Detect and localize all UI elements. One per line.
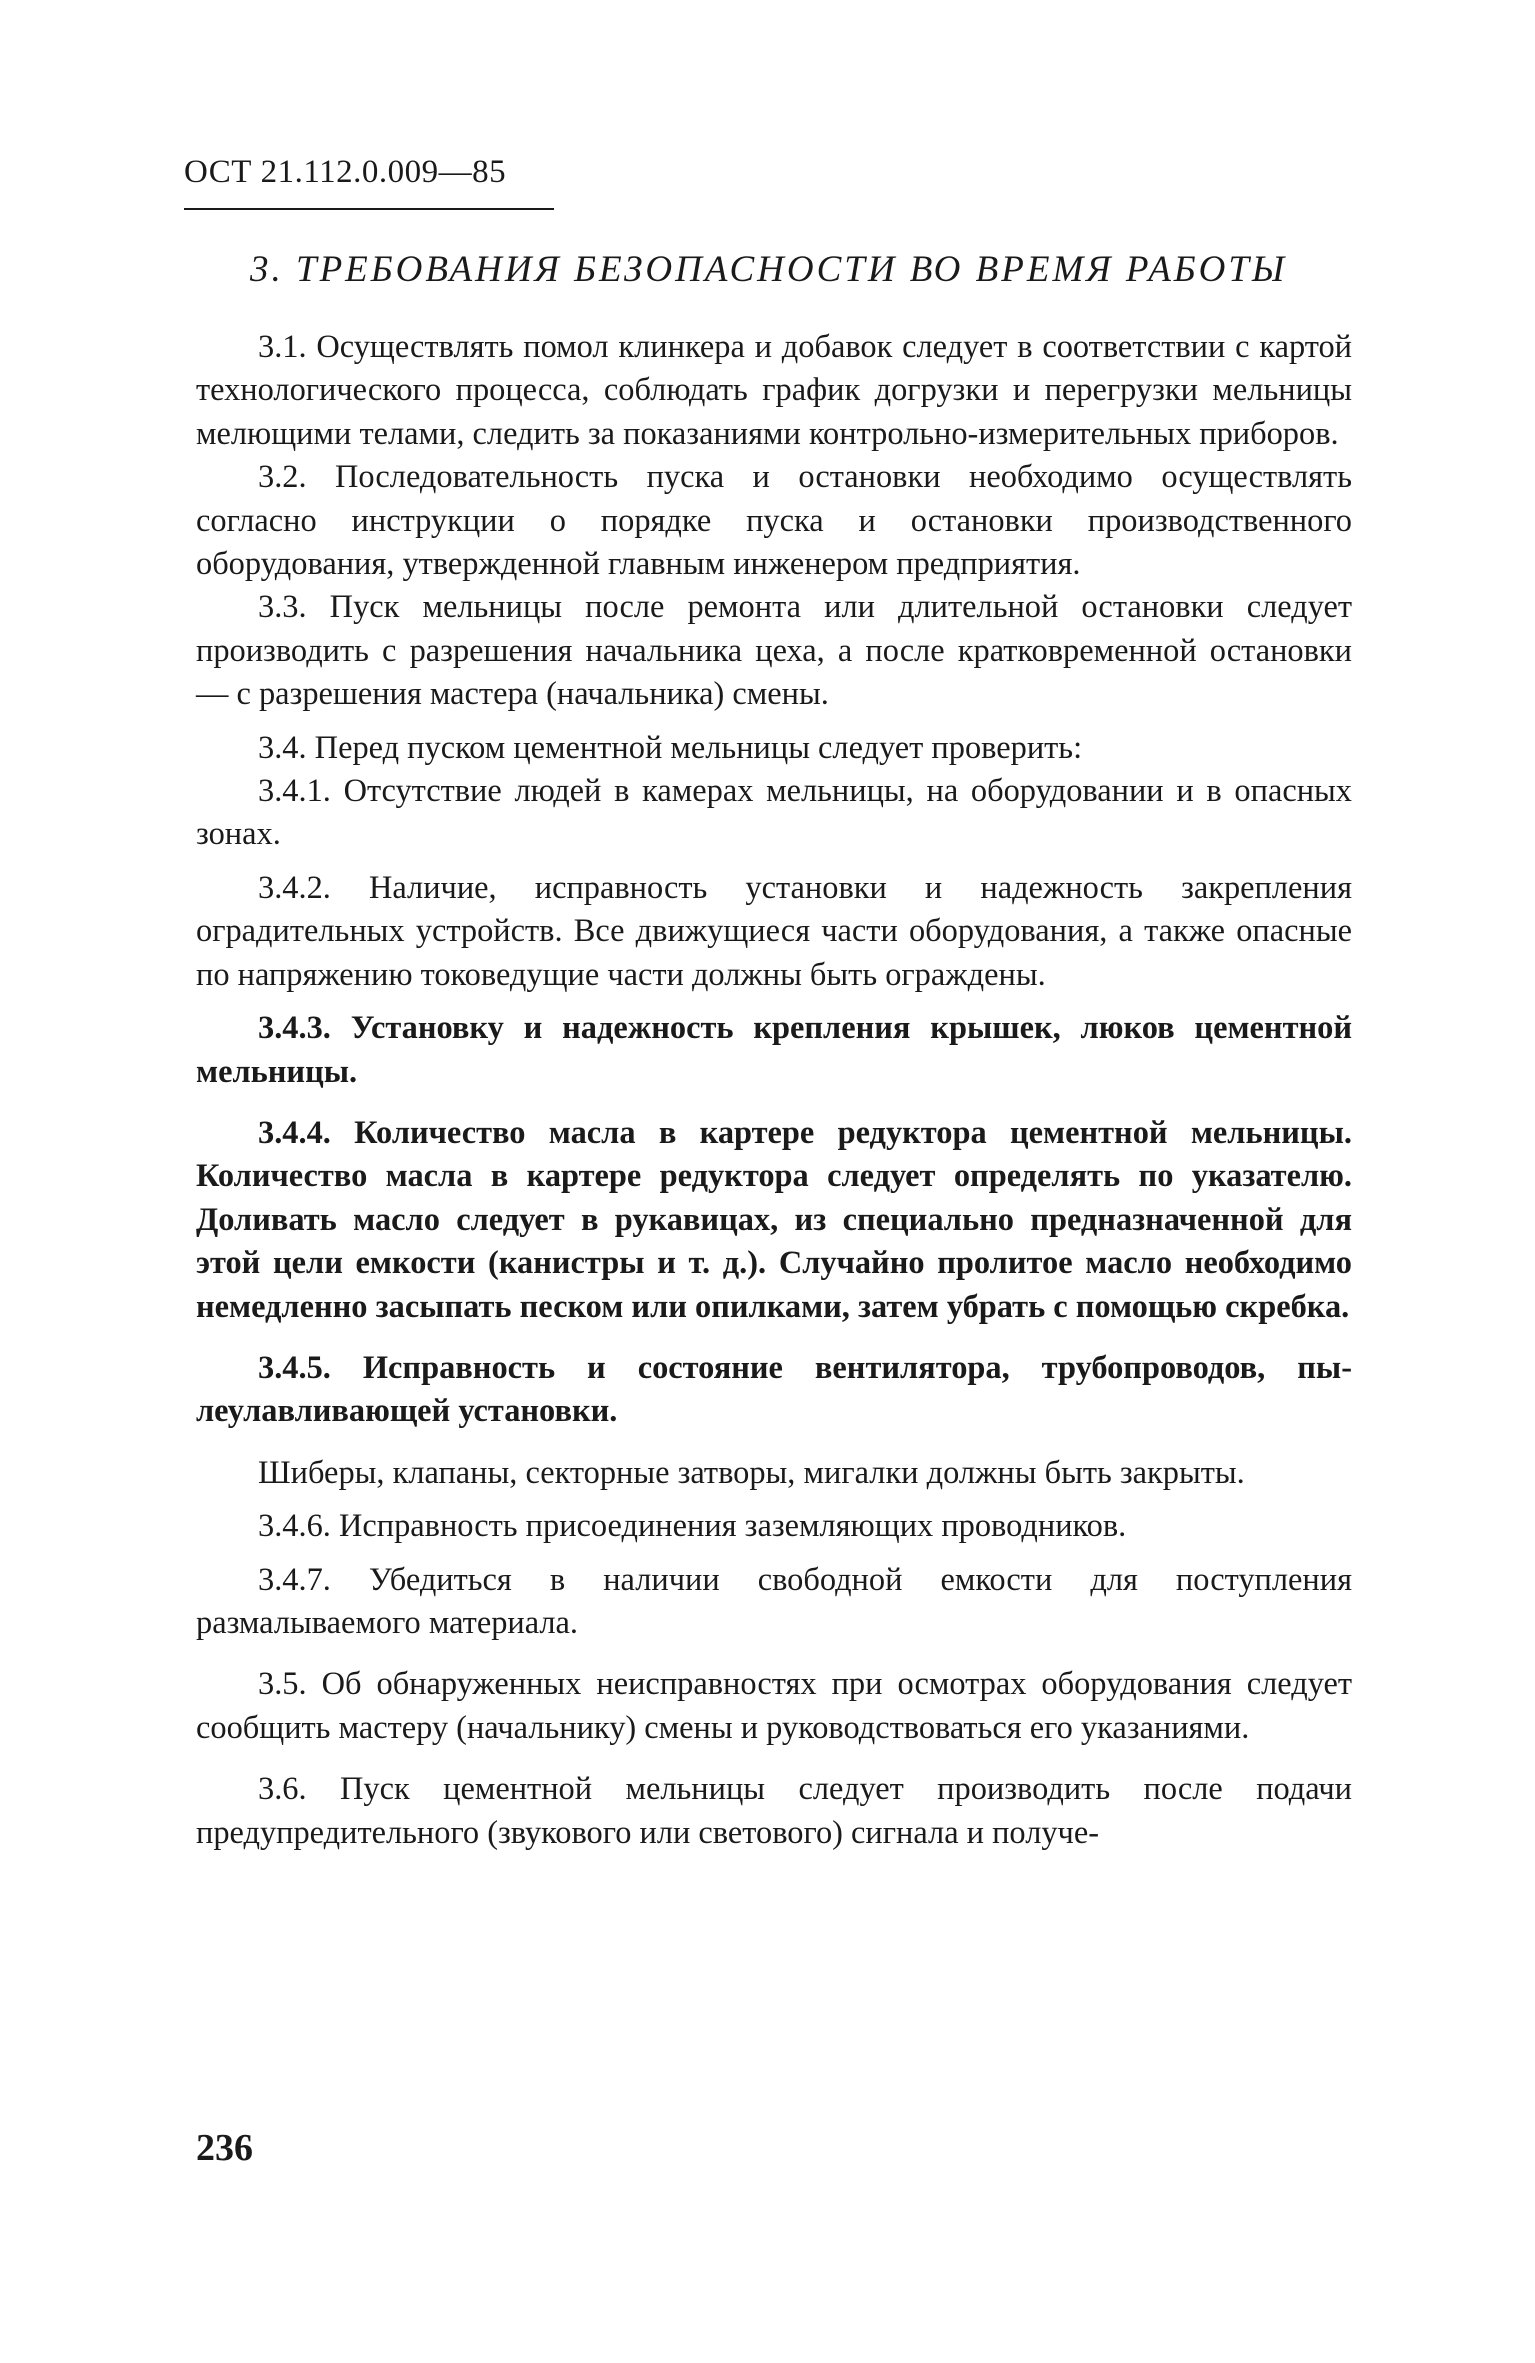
section-title: 3. ТРЕБОВАНИЯ БЕЗОПАСНОСТИ ВО ВРЕМЯ РАБОТЫ: [250, 249, 1288, 290]
paragraph-3-4: 3.4. Перед пуском цементной мельницы следует проверить:: [258, 729, 1083, 766]
paragraph-dampers: Шиберы, клапаны, секторные затворы, мигалки должны быть закрыты.: [258, 1454, 1245, 1491]
paragraph-3-4-5: 3.4.5. Исправность и состояние вентилятора, трубопроводов, пылеулавливающей установки.: [196, 1349, 1352, 1430]
section-body: [196, 326, 1352, 1855]
paragraph-3-5: 3.5. Об обнаруженных неисправностях при осмотрах оборудования следует сообщить мастеру (начальнику) смены и руководствоваться его указаниями.: [196, 1666, 1352, 1746]
paragraph-3-2: 3.2. Последовательность пуска и остановки необходимо осуществлять согласно инструкции о порядке пуска и остановки производственного оборудования, утвержденной главным инженером предприятия.: [196, 459, 1352, 583]
paragraph-3-4-1: 3.4.1. Отсутствие людей в камерах мельницы, на оборудовании и в опасных зонах.: [196, 773, 1352, 853]
document-code-header: ОСТ 21.112.0.009—85: [184, 150, 554, 210]
paragraph-3-4-7: 3.4.7. Убедиться в наличии свободной емкости для поступления размалываемого материала.: [196, 1561, 1352, 1641]
page-number: 236: [196, 2127, 253, 2169]
paragraph-3-4-6: 3.4.6. Исправность присоединения заземляющих проводников.: [258, 1508, 1127, 1545]
paragraph-3-4-3: 3.4.3. Установку и надежность крепления крышек, люков цементной мельницы.: [196, 1010, 1352, 1090]
paragraph-3-4-2: 3.4.2. Наличие, исправность установки и надежность закрепления оградительных устройств. Все движущиеся части оборудования, а также опасные по напряжению токоведущие части должны быть ограждены.: [196, 869, 1352, 993]
paragraph-3-4-4: 3.4.4. Количество масла в картере редуктора цементной мельницы. Количество масла в картере редуктора следует определять по указателю. Доливать масло следует в рукавицах, из специально предназначенной для этой цели емкости (канистры и т. д.). Случайно пролитое масло необходимо немедленно засыпать песком или опилками, затем убрать с помощью скребка.: [196, 1114, 1352, 1325]
paragraph-3-3: 3.3. Пуск мельницы после ремонта или длительной остановки следует производить с разрешения начальника цеха, а после кратковременной остановки — с разрешения мастера (начальника) смены.: [196, 589, 1352, 713]
paragraph-3-1: 3.1. Осуществлять помол клинкера и добавок следует в соответствии с картой технологического процесса, соблюдать график догрузки и перегрузки мельницы мелющими телами, следить за показаниями контрольно-измерительных приборов.: [196, 329, 1352, 452]
paragraph-3-6: 3.6. Пуск цементной мельницы следует производить после подачи предупредительного (звукового или светового) сигнала и получе-: [196, 1771, 1352, 1851]
